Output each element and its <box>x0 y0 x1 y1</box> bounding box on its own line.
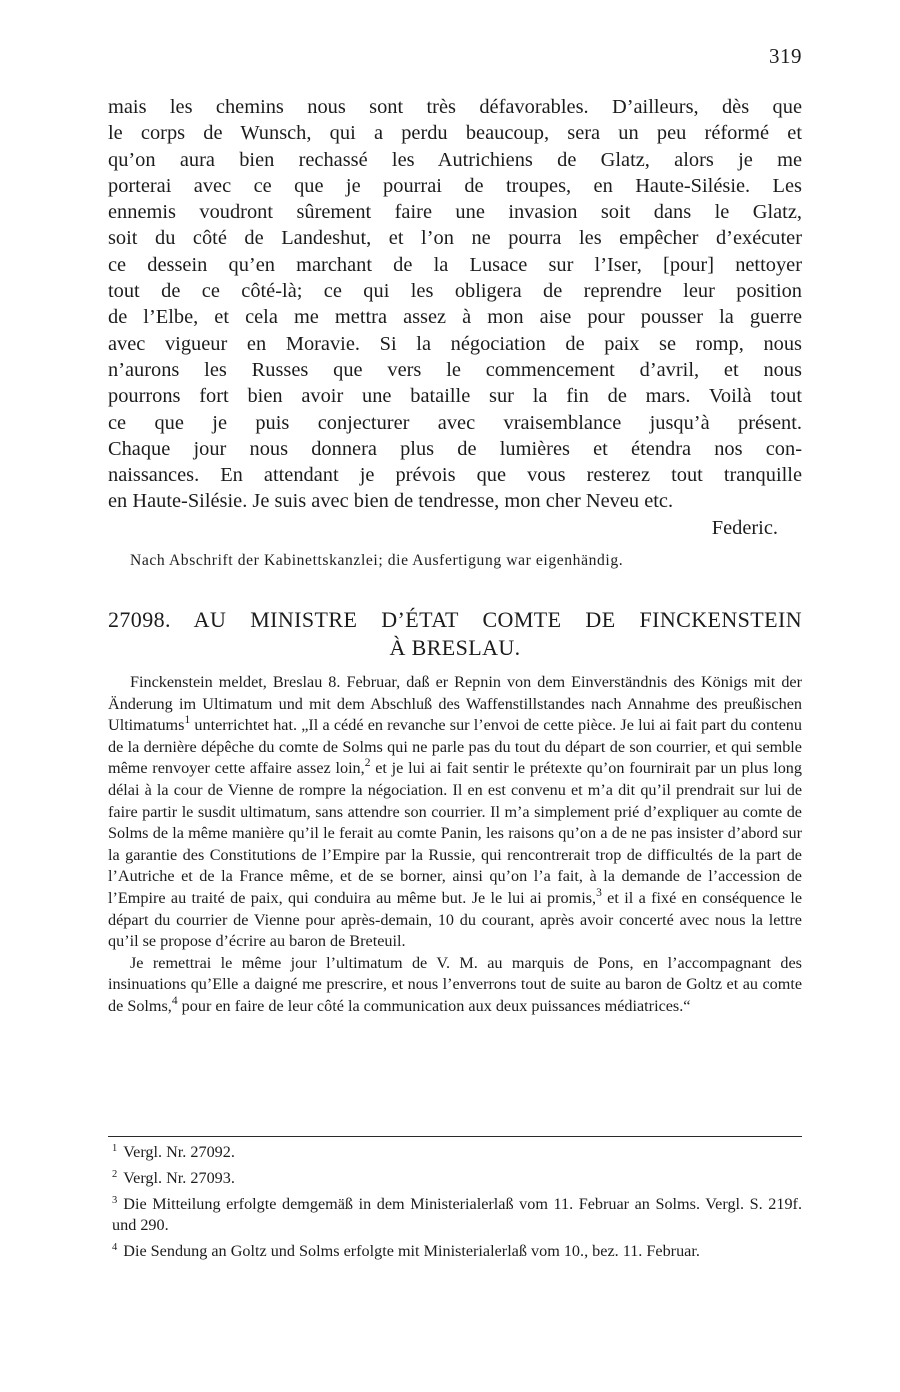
summary-paragraph-2 <box>108 953 802 1018</box>
footnote-text: Vergl. Nr. 27092. <box>123 1143 235 1161</box>
letter-line: mais les chemins nous sont très défavorables. D’ailleurs, dès que <box>108 96 802 118</box>
letter-line: qu’on aura bien rechassé les Autrichiens de Glatz, alors je me <box>108 148 802 171</box>
heading-line-1: 27098. AU MINISTRE D’ÉTAT COMTE DE FINCKENSTEIN <box>108 607 802 632</box>
letter-body <box>108 94 802 541</box>
summary-text-run: et je lui ai fait sentir le prétexte qu’on fournirait par un plus long délai à la cour de Vienne de rompre la négociation. Il en est convenu et m’a dit qu’il prendrait sur lui de faire partir le susdit ultimatum, sans attendre son courrier. Il m’a simplement prié d’expliquer au comte de Solms de la même manière qu’il le ferait au comte Panin, les raisons qu’on a de ne pas insister d’abord sur la garantie des Constitutions de l’Empire par la Russie, qui rencontrerait trop de difficultés de la part de l’Autriche et de la France même, et de se borner, ainsi qu’on l’a fait, à la demande de l’accession de l’Empire au traité de paix, qui conduira au même but. Je le lui ai promis, <box>108 759 802 907</box>
footnotes <box>112 1138 802 1263</box>
letter-line: ennemis voudront sûrement faire une invasion soit dans le Glatz, <box>108 201 802 224</box>
letter-line: ce que je puis conjecturer avec vraisemblance jusqu’à présent. <box>108 411 802 434</box>
footnote-number: 1 <box>112 1143 118 1154</box>
footnote-number: 2 <box>112 1168 118 1180</box>
footnote-text: Die Mitteilung erfolgte demgemäß in dem Ministerialerlaß vom 11. Februar an Solms. Vergl. S. 219f. und 290. <box>112 1194 802 1235</box>
source-note: Nach Abschrift der Kabinettskanzlei; die Ausfertigung war eigenhändig. <box>130 552 624 569</box>
summary-paragraph-1 <box>108 672 802 953</box>
footnote-ref-4: 4 <box>171 994 178 1007</box>
section-heading <box>108 606 802 662</box>
footnote-number: 3 <box>112 1194 118 1206</box>
footnote <box>112 1190 802 1238</box>
footnote <box>112 1138 802 1164</box>
page-number: 319 <box>769 44 802 68</box>
footnote <box>112 1237 802 1263</box>
summary-text-run: Finckenstein meldet, Breslau 8. Februar, daß er Repnin von dem Einverständnis des Königs mit der Änderung im Ultimatum und mit dem Abschluß des Waffenstillstandes nach Annahme des preußischen Ultimatums <box>108 673 802 735</box>
heading-line-2: À BRESLAU. <box>389 635 521 660</box>
letter-signature: Federic. <box>711 516 778 539</box>
summary-text-run: et il a fixé en conséquence le départ du courrier de Vienne pour après-demain, 10 du courant, après avoir concerté avec nous la lettre qu’il se propose d’écrire au baron de Breteuil. <box>108 888 802 951</box>
letter-line: le corps de Wunsch, qui a perdu beaucoup, sera un peu réformé et <box>108 122 802 145</box>
footnote-number: 4 <box>112 1242 118 1254</box>
letter-line: soit du côté de Landeshut, et l’on ne pourra les empêcher d’exécuter <box>108 227 802 250</box>
letter-line: n’aurons les Russes que vers le commencement d’avril, et nous <box>108 358 802 381</box>
letter-line: avec vigueur en Moravie. Si la négociation de paix se romp, nous <box>108 332 802 355</box>
letter-line: porterai avec ce que je pourrai de troupes, en Haute-Silésie. Les <box>108 174 802 197</box>
letter-line: en Haute-Silésie. Je suis avec bien de tendresse, mon cher Neveu etc. <box>108 490 674 513</box>
footnote-divider <box>108 1136 802 1137</box>
footnote-ref-1: 1 <box>184 714 191 727</box>
letter-line: naissances. En attendant je prévois que vous resterez tout tranquille <box>108 464 802 487</box>
footnote-text: Vergl. Nr. 27093. <box>123 1168 235 1187</box>
letter-line: tout de ce côté-là; ce qui les obligera de reprendre leur position <box>108 280 802 303</box>
footnote <box>112 1164 802 1190</box>
summary-text-run: Je remettrai le même jour l’ultimatum de V. M. au marquis de Pons, en l’accompagnant des insinuations qu’Elle a daigné me prescrire, et nous l’enverrons tout de suite au baron de Goltz et au comte de Solms, <box>108 953 802 1015</box>
summary-text-run: unterrichtet hat. „Il a cédé en revanche sur l’envoi de cette pièce. Je lui ai fait part du contenu de la dernière dépêche du comte de Solms qui ne parle pas du tout du départ de son courrier, et qui semble même renvoyer cette affaire assez loin, <box>108 716 802 778</box>
letter-line: ce dessein qu’en marchant de la Lusace sur l’Iser, [pour] nettoyer <box>108 253 802 276</box>
letter-line: pourrons fort bien avoir une bataille sur la fin de mars. Voilà tout <box>108 385 802 408</box>
footnote-ref-3: 3 <box>596 886 602 899</box>
footnote-ref-2: 2 <box>364 757 371 770</box>
summary-text <box>108 672 802 1018</box>
footnote-text: Die Sendung an Goltz und Solms erfolgte mit Ministerialerlaß vom 10., bez. 11. Februar. <box>123 1242 700 1261</box>
letter-line: Chaque jour nous donnera plus de lumières et étendra nos con- <box>108 437 802 460</box>
summary-text-run: pour en faire de leur côté la communication aux deux puissances médiatrices.“ <box>177 996 691 1015</box>
letter-line: de l’Elbe, et cela me mettra assez à mon aise pour pousser la guerre <box>108 306 802 329</box>
